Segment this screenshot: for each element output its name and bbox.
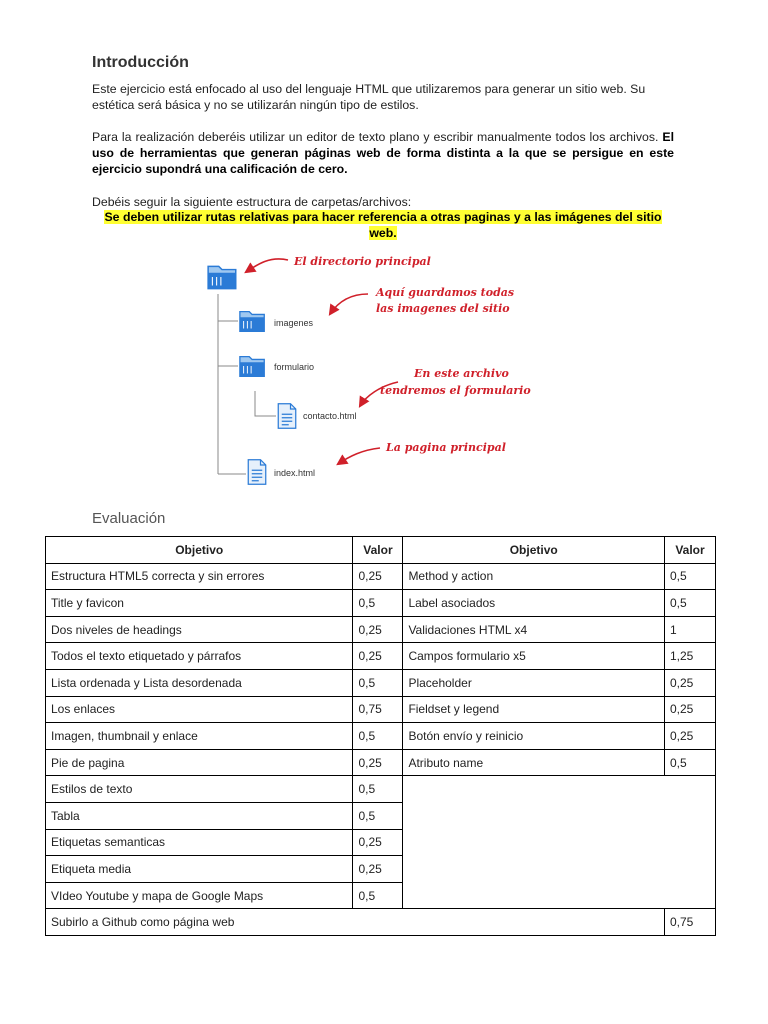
intro-paragraph-2-normal: Para la realización deberéis utilizar un editor de texto plano y escribir manualmente todos los archivos. — [92, 130, 659, 144]
contact-file-icon — [278, 404, 296, 429]
table-row — [46, 723, 716, 750]
table-cell: 0,25 — [665, 696, 716, 723]
empty-cell — [403, 776, 716, 909]
table-cell: Imagen, thumbnail y enlace — [46, 723, 353, 750]
table-row — [46, 696, 716, 723]
table-cell: 0,5 — [665, 590, 716, 617]
annotation-contact-1: En este archivo — [414, 367, 509, 380]
evaluation-table — [45, 536, 716, 936]
table-cell: Campos formulario x5 — [403, 643, 665, 670]
table-cell: Title y favicon — [46, 590, 353, 617]
table-cell: 0,25 — [665, 669, 716, 696]
annotation-contact-2: tendremos el formulario — [380, 384, 531, 397]
table-cell: 0,5 — [353, 802, 403, 829]
table-cell: Method y action — [403, 563, 665, 590]
index-file-icon — [248, 460, 266, 485]
images-folder-label: imagenes — [274, 318, 314, 328]
table-cell: Etiqueta media — [46, 856, 353, 883]
table-cell: 0,75 — [665, 909, 716, 936]
table-cell: Botón envío y reinicio — [403, 723, 665, 750]
table-cell: Validaciones HTML x4 — [403, 616, 665, 643]
table-row — [46, 776, 716, 803]
table-row — [46, 749, 716, 776]
relative-paths-note-text: Se deben utilizar rutas relativas para hacer referencia a otras paginas y a las imágenes del sitio web. — [104, 210, 662, 240]
folder-structure-diagram — [190, 246, 590, 496]
intro-title: Introducción — [92, 54, 189, 71]
table-row — [46, 669, 716, 696]
contact-file-label: contacto.html — [303, 411, 357, 421]
table-cell: VIdeo Youtube y mapa de Google Maps — [46, 882, 353, 909]
header-value-left: Valor — [353, 537, 403, 564]
table-cell: Placeholder — [403, 669, 665, 696]
table-cell: Pie de pagina — [46, 749, 353, 776]
table-cell: Dos niveles de headings — [46, 616, 353, 643]
form-folder-icon — [240, 357, 264, 377]
table-cell: 0,5 — [353, 882, 403, 909]
table-row — [46, 643, 716, 670]
table-cell: 0,75 — [353, 696, 403, 723]
table-cell: Etiquetas semanticas — [46, 829, 353, 856]
table-cell: 1 — [665, 616, 716, 643]
table-cell: 0,25 — [353, 643, 403, 670]
intro-paragraph-2 — [92, 129, 674, 177]
table-cell: 0,25 — [353, 856, 403, 883]
header-objective-right: Objetivo — [403, 537, 665, 564]
table-cell: Label asociados — [403, 590, 665, 617]
table-cell: 0,25 — [353, 829, 403, 856]
table-cell: 0,5 — [665, 749, 716, 776]
annotation-images-1: Aquí guardamos todas — [376, 286, 515, 299]
table-cell: Fieldset y legend — [403, 696, 665, 723]
table-row — [46, 590, 716, 617]
annotation-index: La pagina principal — [386, 441, 506, 454]
intro-paragraph-1: Este ejercicio está enfocado al uso del lenguaje HTML que utilizaremos para generar un sitio web. Su estética será básica y no se utilizarán ningún tipo de estilos. — [92, 82, 646, 112]
table-cell: 0,5 — [353, 590, 403, 617]
table-cell: 0,25 — [353, 749, 403, 776]
table-cell: Lista ordenada y Lista desordenada — [46, 669, 353, 696]
images-folder-icon — [240, 312, 264, 332]
table-row — [46, 909, 716, 936]
table-cell: Atributo name — [403, 749, 665, 776]
form-folder-label: formulario — [274, 362, 315, 372]
index-file-label: index.html — [274, 468, 316, 478]
table-cell: 0,25 — [353, 563, 403, 590]
table-cell: 0,25 — [353, 616, 403, 643]
relative-paths-note — [92, 209, 674, 241]
table-cell: 0,5 — [665, 563, 716, 590]
table-cell: 0,5 — [353, 776, 403, 803]
evaluation-title: Evaluación — [92, 510, 166, 527]
annotation-root: El directorio principal — [294, 255, 431, 268]
header-objective-left: Objetivo — [46, 537, 353, 564]
table-cell: 1,25 — [665, 643, 716, 670]
table-cell: Todos el texto etiquetado y párrafos — [46, 643, 353, 670]
table-cell: Subirlo a Github como página web — [46, 909, 665, 936]
table-cell: 0,25 — [665, 723, 716, 750]
table-cell: Estilos de texto — [46, 776, 353, 803]
table-cell: Estructura HTML5 correcta y sin errores — [46, 563, 353, 590]
table-cell: 0,5 — [353, 669, 403, 696]
table-cell: Los enlaces — [46, 696, 353, 723]
root-folder-icon — [208, 266, 236, 288]
intro-paragraph-2-bold: El uso de herramientas que generan páginas web de forma distinta a la que se persigue en este ejercicio supondrá una calificación de cero. — [92, 130, 674, 176]
intro-paragraph-3: Debéis seguir la siguiente estructura de carpetas/archivos: — [92, 195, 412, 209]
header-value-right: Valor — [665, 537, 716, 564]
table-row — [46, 563, 716, 590]
table-cell: 0,5 — [353, 723, 403, 750]
table-header-row — [46, 537, 716, 564]
annotation-images-2: las imagenes del sitio — [376, 302, 510, 315]
table-cell: Tabla — [46, 802, 353, 829]
table-row — [46, 616, 716, 643]
